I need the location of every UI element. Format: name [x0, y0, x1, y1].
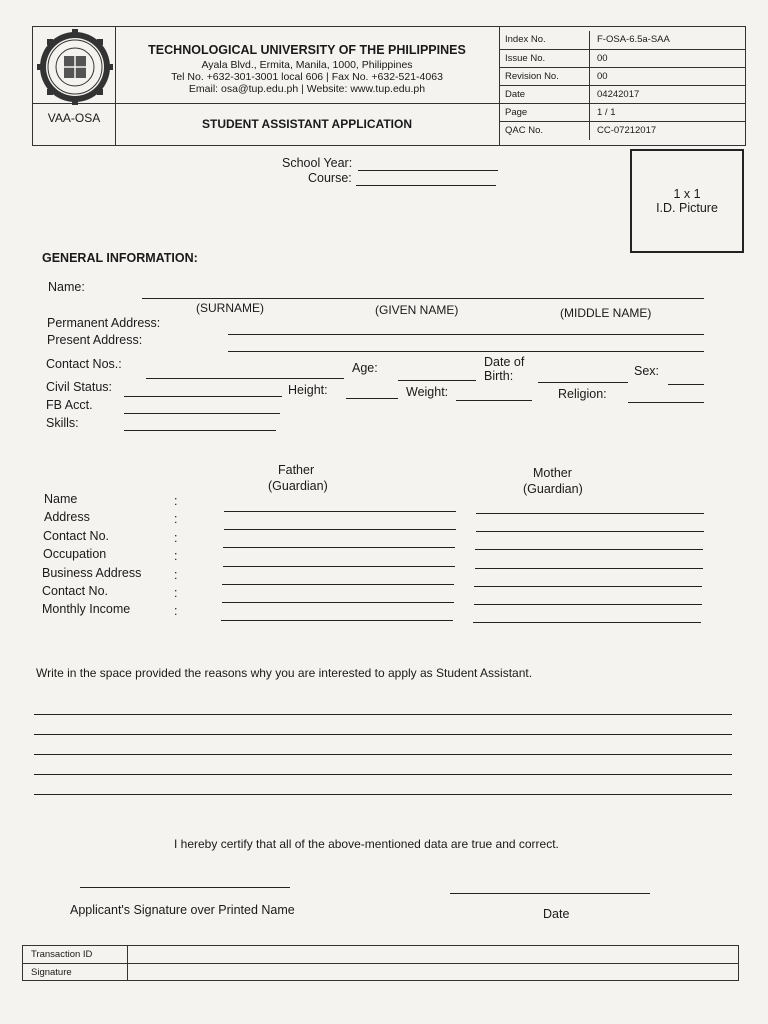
meta-row-issue: Issue No. 00: [499, 49, 745, 68]
weight-label: Weight:: [406, 385, 449, 399]
reasons-prompt: Write in the space provided the reasons why you are interested to apply as Student Assistant.: [36, 666, 533, 680]
school-year-line[interactable]: [358, 170, 498, 171]
form-title: STUDENT ASSISTANT APPLICATION: [202, 117, 412, 131]
civil-status-label: Civil Status:: [46, 380, 112, 394]
photo-caption-text: I.D. Picture: [656, 201, 718, 215]
age-line[interactable]: [398, 380, 476, 381]
mother-monthly-income-line[interactable]: [473, 622, 701, 623]
colon: :: [174, 531, 178, 545]
reasons-line-2[interactable]: [34, 734, 732, 735]
date-signature-line[interactable]: [450, 893, 650, 894]
height-label: Height:: [288, 383, 328, 397]
given-name-caption: (GIVEN NAME): [375, 303, 459, 317]
tel-fax: Tel No. +632-301-3001 local 606 | Fax No. +632-521-4063: [171, 71, 443, 83]
name-label: Name:: [48, 280, 85, 294]
father-heading: Father: [278, 463, 315, 477]
certification-statement: I hereby certify that all of the above-mentioned data are true and correct.: [174, 837, 559, 851]
mother-name-line[interactable]: [476, 513, 704, 514]
parent-monthly-income-label: Monthly Income: [42, 602, 131, 616]
meta-row-index: Index No. F-OSA-6.5a-SAA: [499, 31, 745, 49]
present-address-label: Present Address:: [47, 333, 143, 347]
meta-row-qac: QAC No. CC-07212017: [499, 121, 745, 140]
fb-acct-line[interactable]: [124, 413, 280, 414]
transaction-id-label: Transaction ID: [31, 949, 93, 960]
religion-line[interactable]: [628, 402, 704, 403]
email-website: Email: osa@tup.edu.ph | Website: www.tup.edu.ph: [188, 83, 426, 95]
course-line[interactable]: [356, 185, 496, 186]
colon: :: [174, 604, 178, 618]
mother-business-contact-line[interactable]: [474, 604, 702, 605]
mother-address-line[interactable]: [476, 531, 704, 532]
middle-name-caption: (MIDDLE NAME): [560, 306, 652, 320]
school-year-label: School Year:: [282, 156, 353, 170]
university-seal-icon: [37, 29, 113, 105]
father-occupation-line[interactable]: [223, 566, 455, 567]
reasons-line-3[interactable]: [34, 754, 732, 755]
parent-contact-label: Contact No.: [43, 529, 110, 543]
colon: :: [174, 586, 178, 600]
mother-occupation-line[interactable]: [475, 568, 703, 569]
age-label: Age:: [352, 361, 378, 375]
father-address-line[interactable]: [224, 529, 456, 530]
parent-occupation-label: Occupation: [43, 547, 107, 561]
university-name: TECHNOLOGICAL UNIVERSITY OF THE PHILIPPINES: [148, 43, 466, 57]
course-label: Course:: [308, 171, 352, 185]
university-address: Ayala Blvd., Ermita, Manila, 1000, Philippines: [201, 59, 413, 71]
parent-business-address-label: Business Address: [42, 566, 142, 580]
photo-size-text: 1 x 1: [673, 187, 701, 201]
father-contact-line[interactable]: [223, 547, 455, 548]
date-label: Date: [543, 907, 570, 921]
dob-line[interactable]: [538, 382, 628, 383]
reasons-line-4[interactable]: [34, 774, 732, 775]
dept-code: VAA-OSA: [47, 111, 101, 125]
id-picture-box[interactable]: [630, 149, 744, 253]
fb-acct-label: FB Acct.: [46, 398, 93, 412]
dob-label-line1: Date of: [484, 355, 525, 369]
meta-row-date: Date 04242017: [499, 85, 745, 104]
weight-line[interactable]: [456, 400, 532, 401]
sex-line[interactable]: [668, 384, 704, 385]
mother-guardian-caption: (Guardian): [523, 482, 583, 496]
contact-nos-label: Contact Nos.:: [46, 357, 122, 371]
permanent-address-label: Permanent Address:: [47, 316, 161, 330]
father-business-address-line[interactable]: [222, 584, 454, 585]
transaction-id-row: [23, 946, 738, 963]
office-use-table: [22, 945, 739, 981]
name-line[interactable]: [142, 298, 704, 299]
signature-row: [23, 963, 738, 981]
permanent-address-line[interactable]: [228, 334, 704, 335]
mother-heading: Mother: [533, 466, 572, 480]
mother-business-address-line[interactable]: [474, 586, 702, 587]
surname-caption: (SURNAME): [196, 301, 264, 315]
reasons-line-5[interactable]: [34, 794, 732, 795]
height-line[interactable]: [346, 398, 398, 399]
parent-name-label: Name: [44, 492, 78, 506]
present-address-line[interactable]: [228, 351, 704, 352]
skills-label: Skills:: [46, 416, 79, 430]
meta-row-page: Page 1 / 1: [499, 103, 745, 122]
father-monthly-income-line[interactable]: [221, 620, 453, 621]
signature-cell-label: Signature: [31, 967, 72, 978]
father-business-contact-line[interactable]: [222, 602, 454, 603]
mother-contact-line[interactable]: [475, 549, 703, 550]
reasons-line-1[interactable]: [34, 714, 732, 715]
colon: :: [174, 549, 178, 563]
header-box: [32, 26, 746, 146]
applicant-signature-line[interactable]: [80, 887, 290, 888]
civil-status-line[interactable]: [124, 396, 282, 397]
contact-nos-line[interactable]: [146, 378, 344, 379]
religion-label: Religion:: [558, 387, 607, 401]
colon: :: [174, 512, 178, 526]
father-guardian-caption: (Guardian): [268, 479, 328, 493]
dob-label-line2: Birth:: [484, 369, 514, 383]
sex-label: Sex:: [634, 364, 660, 378]
parent-business-contact-label: Contact No.: [42, 584, 109, 598]
colon: :: [174, 494, 178, 508]
colon: :: [174, 568, 178, 582]
general-info-heading: GENERAL INFORMATION:: [42, 251, 198, 265]
skills-line[interactable]: [124, 430, 276, 431]
parent-address-label: Address: [44, 510, 90, 524]
meta-row-revision: Revision No. 00: [499, 67, 745, 86]
father-name-line[interactable]: [224, 511, 456, 512]
applicant-signature-label: Applicant's Signature over Printed Name: [70, 903, 295, 917]
